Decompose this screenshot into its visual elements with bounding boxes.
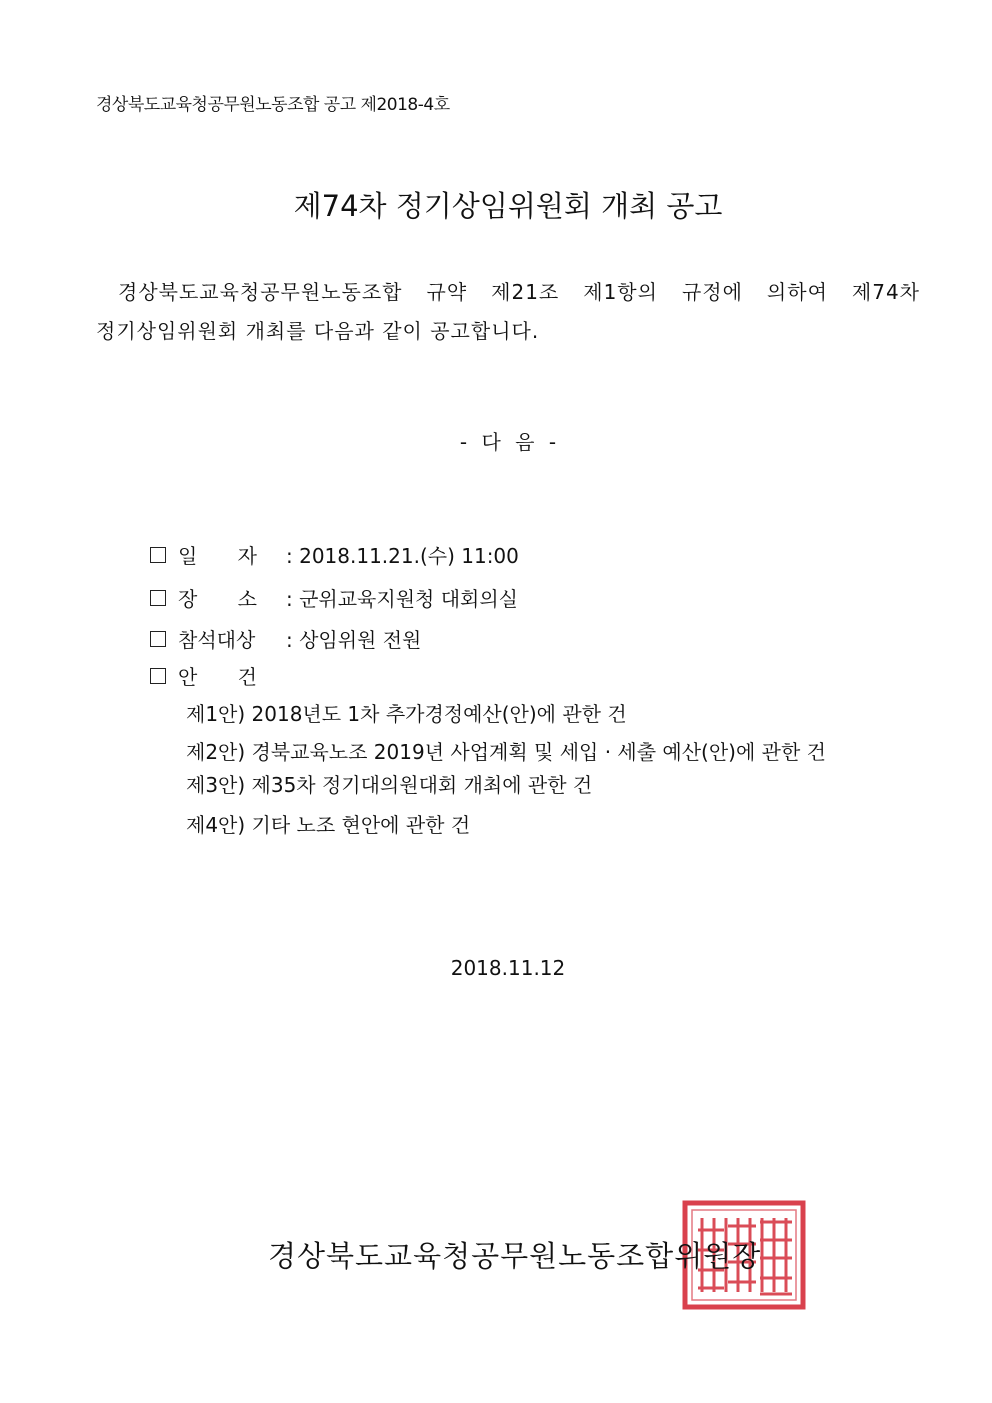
body-text-line-2: 정기상임위원회 개최를 다음과 같이 공고합니다.	[96, 319, 540, 343]
item-attendees	[150, 624, 421, 653]
item-agenda	[150, 661, 286, 690]
item-value: : 2018.11.21.(수) 11:00	[286, 544, 519, 568]
agenda-item: 제1안) 2018년도 1차 추가경정예산(안)에 관한 건	[186, 702, 627, 726]
item-date	[150, 540, 519, 569]
agenda-item: 제3안) 제35차 정기대의원대회 개최에 관한 건	[186, 773, 593, 797]
item-label: 일 자	[178, 544, 257, 568]
item-value: : 군위교육지원청 대회의실	[286, 587, 518, 611]
item-value: : 상임위원 전원	[286, 628, 422, 652]
checkbox-icon	[150, 668, 166, 684]
section-heading: - 다 음 -	[459, 430, 557, 454]
document-date: 2018.11.12	[450, 956, 566, 980]
item-label: 안 건	[178, 665, 257, 689]
checkbox-icon	[150, 590, 166, 606]
document-title: 제74차 정기상임위원회 개최 공고	[293, 189, 723, 223]
body-text-line-1: 경상북도교육청공무원노동조합 규약 제21조 제1항의 규정에 의하여 제74차	[118, 280, 920, 304]
agenda-item: 제2안) 경북교육노조 2019년 사업계획 및 세입 · 세출 예산(안)에 관한 건	[186, 740, 826, 764]
checkbox-icon	[150, 547, 166, 563]
notice-number: 경상북도교육청공무원노동조합 공고 제2018-4호	[96, 95, 450, 115]
item-label: 참석대상	[178, 628, 256, 652]
item-label: 장 소	[178, 587, 257, 611]
item-place	[150, 583, 518, 612]
signature-title: 경상북도교육청공무원노동조합위원장	[268, 1239, 762, 1273]
agenda-item: 제4안) 기타 노조 현안에 관한 건	[186, 813, 471, 837]
checkbox-icon	[150, 631, 166, 647]
